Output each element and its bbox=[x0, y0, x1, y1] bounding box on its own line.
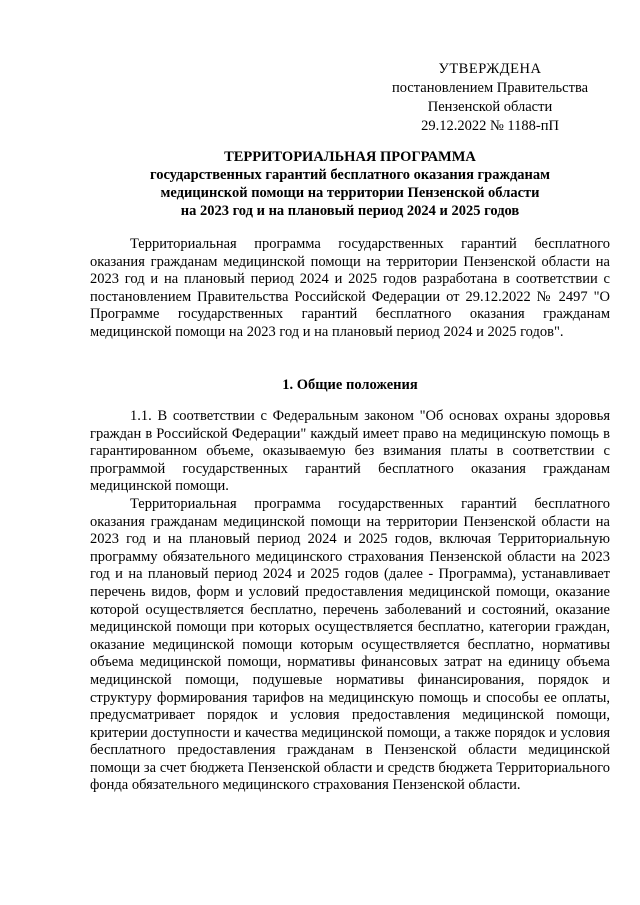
paragraph-program-scope: Территориальная программа государственных гарантий бесплатного оказания гражданам медицинской помощи на территории Пензенской области на 2023 год и на плановый период 2024 и 2025 годов, включая Территориальную программу обязательного медицинского страхования Пензенской области на 2023 год и на плановый период 2024 и 2025 годов (далее - Программа), устанавливает перечень видов, форм и условий предоставления медицинской помощи, оказание которой осуществляется бесплатно, перечень заболеваний и состояний, оказание медицинской помощи при которых осуществляется бесплатно, категории граждан, оказание медицинской помощи которым осуществляется бесплатно, нормативы объема медицинской помощи, нормативы финансовых затрат на единицу объема медицинской помощи, подушевые нормативы финансирования, порядок и структуру формирования тарифов на медицинскую помощь и способы ее оплаты, предусматривает порядок и условия предоставления медицинской помощи, критерии доступности и качества медицинской помощи, а также порядок и условия бесплатного предоставления гражданам в Пензенской области медицинской помощи за счет бюджета Пензенской области и средств бюджета Территориального фонда обязательного медицинского страхования Пензенской области. bbox=[90, 495, 610, 794]
section-heading: 1. Общие положения bbox=[282, 377, 418, 393]
intro-paragraph: Территориальная программа государственных гарантий бесплатного оказания гражданам медицинской помощи на территории Пензенской области на 2023 год и на плановый период 2024 и 2025 годов разработана в соответствии с постановлением Правительства Российской Федерации от 29.12.2022 № 2497 "О Программе государственных гарантий бесплатного оказания гражданам медицинской помощи на 2023 год и на плановый период 2024 и 2025 годов". bbox=[90, 236, 610, 340]
approval-authority: постановлением Правительства bbox=[391, 80, 589, 96]
document-title-line-3: медицинской помощи на территории Пензенской области bbox=[160, 185, 540, 201]
approval-region: Пензенской области bbox=[427, 99, 553, 115]
document-title bbox=[90, 148, 610, 220]
approval-title: УТВЕРЖДЕНА bbox=[438, 61, 542, 77]
section-body bbox=[90, 408, 610, 795]
document-title-line-4: на 2023 год и на плановый период 2024 и 2025 годов bbox=[180, 203, 520, 219]
document-title-line-1: ТЕРРИТОРИАЛЬНАЯ ПРОГРАММА bbox=[224, 149, 476, 165]
paragraph-1-1: 1.1. В соответствии с Федеральным законом "Об основах охраны здоровья граждан в Российской Федерации" каждый имеет право на медицинскую помощь в гарантированном объеме, оказываемую без взимания платы в соответствии с программой государственных гарантий бесплатного оказания гражданам медицинской помощи. bbox=[90, 408, 610, 495]
approval-date-number: 29.12.2022 № 1188-пП bbox=[421, 118, 559, 134]
approval-stamp bbox=[370, 60, 610, 136]
document-title-line-2: государственных гарантий бесплатного оказания гражданам bbox=[149, 167, 551, 183]
